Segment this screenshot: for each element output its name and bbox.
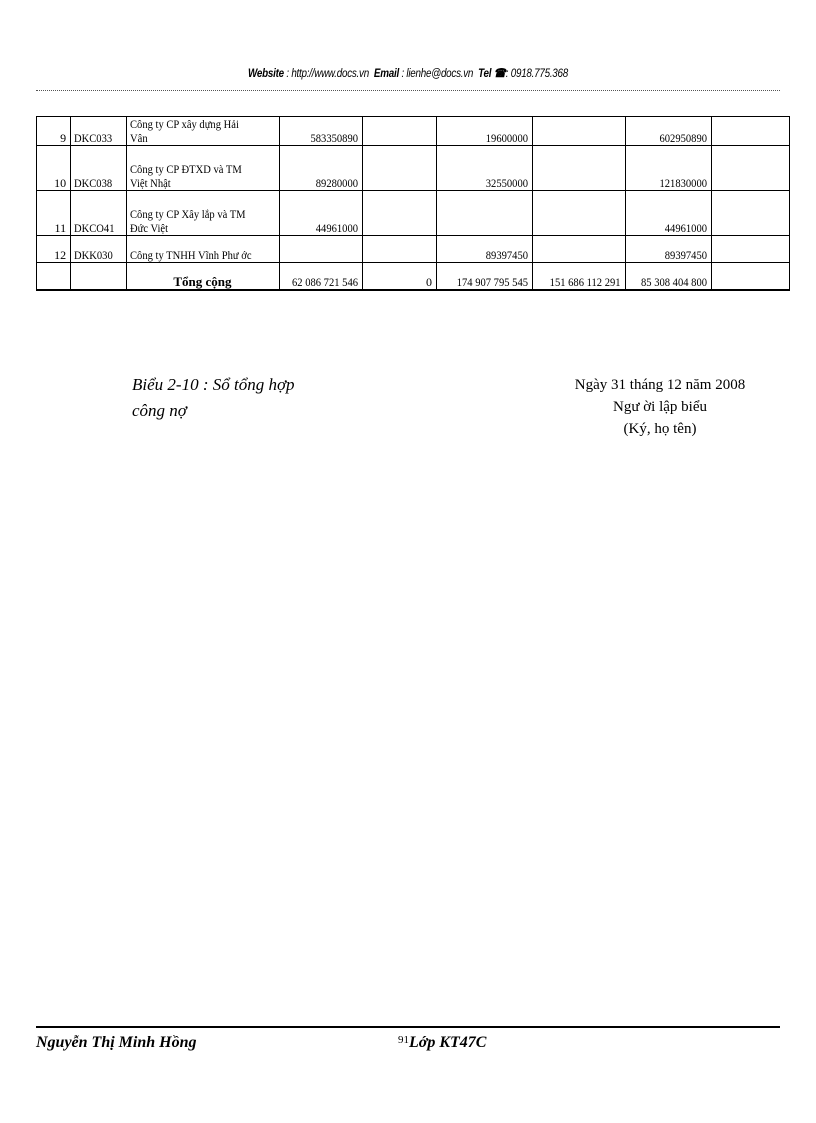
cell-col5: 44961000 xyxy=(625,191,711,236)
cell-col5: 121830000 xyxy=(625,146,711,191)
cell-col2 xyxy=(362,236,436,263)
debt-summary-table xyxy=(36,116,790,291)
customer-name: Công ty TNHH Vĩnh Phư ớc xyxy=(127,236,279,263)
cell-col1 xyxy=(279,236,362,263)
cell-col4 xyxy=(533,236,625,263)
empty-cell xyxy=(37,263,71,291)
total-label: Tổng cộng xyxy=(127,263,279,291)
total-col2: 0 xyxy=(362,263,436,291)
table-row xyxy=(37,191,790,236)
page-number: 91 xyxy=(398,1034,409,1046)
cell-col4 xyxy=(533,191,625,236)
cell-col5: 89397450 xyxy=(625,236,711,263)
cell-col2 xyxy=(362,117,436,146)
total-row xyxy=(37,263,790,291)
customer-name: Công ty CP Xây lắp và TM Đức Việt xyxy=(127,191,279,236)
figure-caption xyxy=(132,372,332,424)
cell-col6 xyxy=(711,146,789,191)
tel-number: : 0918.775.368 xyxy=(505,66,568,80)
customer-code: DKCO41 xyxy=(71,191,127,236)
cell-col4 xyxy=(533,117,625,146)
table-row xyxy=(37,146,790,191)
footer-author: Nguyễn Thị Minh Hồng xyxy=(36,1034,197,1051)
email-label: Email xyxy=(373,66,399,80)
customer-code: DKK030 xyxy=(71,236,127,263)
cell-col1: 44961000 xyxy=(279,191,362,236)
customer-code: DKC038 xyxy=(71,146,127,191)
header-divider xyxy=(36,90,780,91)
table-row xyxy=(37,236,790,263)
cell-col6 xyxy=(711,117,789,146)
website-url[interactable]: : http://www.docs.vn xyxy=(286,66,369,80)
phone-icon: ☎ xyxy=(493,66,506,80)
empty-cell xyxy=(71,263,127,291)
cell-col2 xyxy=(362,146,436,191)
total-col5: 85 308 404 800 xyxy=(625,263,711,291)
caption-line-1: Biểu 2-10 : Sổ tổng hợp xyxy=(132,375,295,394)
table-row xyxy=(37,117,790,146)
cell-col1: 583350890 xyxy=(279,117,362,146)
row-number: 11 xyxy=(37,191,71,236)
row-number: 9 xyxy=(37,117,71,146)
cell-col3 xyxy=(437,191,533,236)
email-address[interactable]: : lienhe@docs.vn xyxy=(401,66,474,80)
customer-name: Công ty CP ĐTXD và TM Việt Nhật xyxy=(127,146,279,191)
cell-col3: 89397450 xyxy=(437,236,533,263)
signature-date: Ngày 31 tháng 12 năm 2008 xyxy=(574,377,746,393)
total-col4: 151 686 112 291 xyxy=(533,263,625,291)
cell-col6 xyxy=(711,191,789,236)
signature-block xyxy=(560,374,760,440)
caption-line-2: công nợ xyxy=(132,401,187,420)
row-number: 12 xyxy=(37,236,71,263)
cell-col3: 32550000 xyxy=(437,146,533,191)
customer-code: DKC033 xyxy=(71,117,127,146)
cell-col2 xyxy=(362,191,436,236)
class-name: Lớp KT47C xyxy=(409,1034,487,1051)
row-number: 10 xyxy=(37,146,71,191)
cell-col6 xyxy=(711,236,789,263)
footer-page-class xyxy=(398,1034,486,1052)
cell-col1: 89280000 xyxy=(279,146,362,191)
total-col6 xyxy=(711,263,789,291)
tel-label: Tel xyxy=(478,66,492,80)
page-header xyxy=(103,66,713,80)
cell-col3: 19600000 xyxy=(437,117,533,146)
cell-col5: 602950890 xyxy=(625,117,711,146)
customer-name: Công ty CP xây dựng Hải Vân xyxy=(127,117,279,146)
signature-note: (Ký, họ tên) xyxy=(623,421,697,437)
total-col3: 174 907 795 545 xyxy=(437,263,533,291)
footer-divider xyxy=(36,1026,780,1028)
total-col1: 62 086 721 546 xyxy=(279,263,362,291)
website-label: Website xyxy=(248,66,284,80)
cell-col4 xyxy=(533,146,625,191)
signature-role: Ngư ời lập biểu xyxy=(613,399,707,415)
